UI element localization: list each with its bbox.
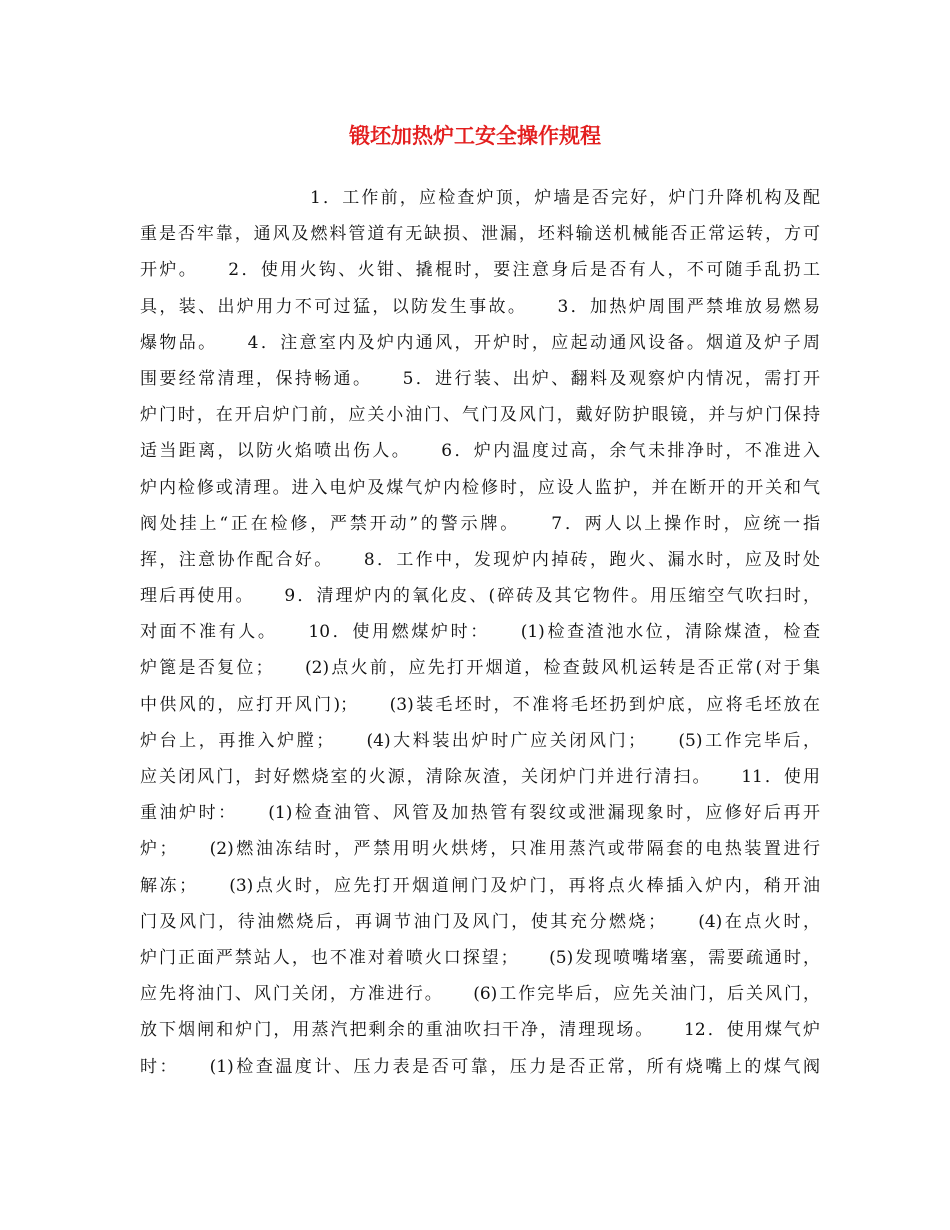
body-line: 对面不准有人。 10．使用燃煤炉时： (1)检查渣池水位，清除煤渣，检查 [140, 622, 820, 643]
body-line: 应先将油门、风门关闭，方准进行。 (6)工作完毕后，应先关油门，后关风门， [140, 984, 820, 1005]
body-line: 挥，注意协作配合好。 8．工作中，发现炉内掉砖，跑火、漏水时，应及时处 [140, 549, 820, 570]
body-line: 阀处挂上“正在检修，严禁开动”的警示牌。 7．两人以上操作时，应统一指 [140, 513, 820, 534]
body-line: 理后再使用。 9．清理炉内的氧化皮、(碎砖及其它物件。用压缩空气吹扫时， [140, 586, 820, 607]
body-line: 中供风的，应打开风门)； (3)装毛坯时，不准将毛坯扔到炉底，应将毛坯放在 [140, 694, 820, 715]
body-line: 门及风门，待油燃烧后，再调节油门及风门，使其充分燃烧； (4)在点火时， [140, 911, 820, 932]
body-line: 时： (1)检查温度计、压力表是否可靠，压力是否正常，所有烧嘴上的煤气阀 [140, 1056, 820, 1077]
document-body [140, 180, 820, 1085]
body-line: 炉台上，再推入炉膛； (4)大料装出炉时广应关闭风门； (5)工作完毕后， [140, 730, 820, 751]
body-line: 炉篦是否复位； (2)点火前，应先打开烟道，检查鼓风机运转是否正常(对于集 [140, 658, 820, 679]
document-title: 锻坯加热炉工安全操作规程 [349, 124, 601, 148]
body-line: 1．工作前，应检查炉顶，炉墙是否完好，炉门升降机构及配 [310, 188, 820, 208]
body-line: 解冻； (3)点火时，应先打开烟道闸门及炉门，再将点火棒插入炉内，稍开油 [140, 875, 820, 896]
body-line: 爆物品。 4．注意室内及炉内通风，开炉时，应起动通风设备。烟道及炉子周 [140, 332, 820, 353]
body-line: 具，装、出炉用力不可过猛，以防发生事故。 3．加热炉周围严禁堆放易燃易 [140, 296, 820, 317]
body-line: 重是否牢靠，通风及燃料管道有无缺损、泄漏，坯料输送机械能否正常运转，方可 [140, 224, 820, 245]
body-line: 重油炉时： (1)检查油管、风管及加热管有裂纹或泄漏现象时，应修好后再开 [140, 803, 820, 824]
body-line: 炉内检修或清理。进入电炉及煤气炉内检修时，应设人监护，并在断开的开关和气 [140, 477, 820, 498]
body-line: 炉门时，在开启炉门前，应关小油门、气门及风门，戴好防护眼镜，并与炉门保持 [140, 405, 820, 426]
body-line: 炉门正面严禁站人，也不准对着喷火口探望； (5)发现喷嘴堵塞，需要疏通时， [140, 947, 820, 968]
body-line: 炉； (2)燃油冻结时，严禁用明火烘烤，只准用蒸汽或带隔套的电热装置进行 [140, 839, 820, 860]
body-line: 围要经常清理，保持畅通。 5．进行装、出炉、翻料及观察炉内情况，需打开 [140, 368, 820, 389]
body-line: 开炉。 2．使用火钩、火钳、撬棍时，要注意身后是否有人，不可随手乱扔工 [140, 260, 820, 281]
body-line: 适当距离，以防火焰喷出伤人。 6．炉内温度过高，余气未排净时，不准进入 [140, 441, 820, 462]
body-line: 放下烟闸和炉门，用蒸汽把剩余的重油吹扫干净，清理现场。 12．使用煤气炉 [140, 1020, 820, 1041]
body-line: 应关闭风门，封好燃烧室的火源，清除灰渣，关闭炉门并进行清扫。 11．使用 [140, 767, 820, 787]
